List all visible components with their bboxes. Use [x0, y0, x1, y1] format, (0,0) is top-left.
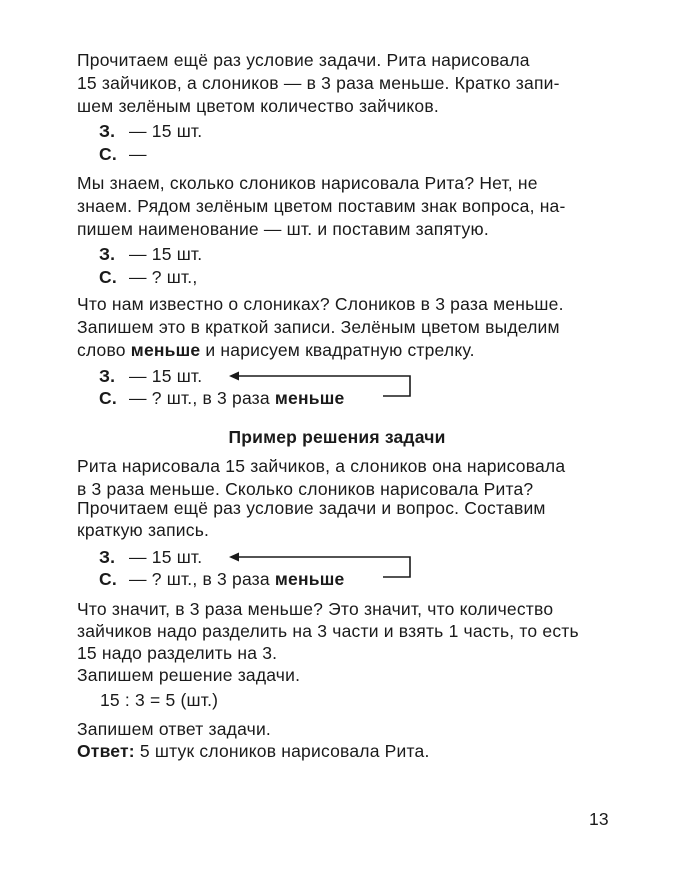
answer-label: Ответ:: [77, 741, 135, 761]
bold-word: меньше: [274, 569, 345, 589]
paragraph-line: Рита нарисовала 15 зайчиков, а слоников она нарисовала: [77, 456, 566, 476]
page-number: 13: [589, 809, 609, 829]
note-value-s: [129, 387, 344, 409]
note-label-z: З.: [99, 366, 116, 386]
note-label-z: З.: [99, 244, 116, 264]
paragraph-line: пишем наименование — шт. и поставим запятую.: [77, 219, 489, 239]
paragraph-line: в 3 раза меньше. Сколько слоников нарисовала Рита?: [77, 479, 534, 499]
note-label-s: С.: [99, 388, 117, 408]
text-run: — ? шт., в 3 раза: [129, 388, 270, 408]
paragraph-line: Мы знаем, сколько слоников нарисовала Рита? Нет, не: [77, 173, 538, 193]
paragraph-line-mixed: [77, 339, 475, 361]
note-value-s: —: [129, 144, 147, 164]
text-run: — ? шт., в 3 раза: [129, 569, 270, 589]
paragraph-line: 15 надо разделить на 3.: [77, 643, 278, 663]
paragraph-line: Что нам известно о слониках? Слоников в 3 раза меньше.: [77, 294, 564, 314]
paragraph-line: зайчиков надо разделить на 3 части и взять 1 часть, то есть: [77, 621, 579, 641]
paragraph-line: шем зелёным цветом количество зайчиков.: [77, 96, 439, 116]
paragraph-line: краткую запись.: [77, 520, 210, 540]
paragraph-line: Запишем решение задачи.: [77, 665, 301, 685]
section-heading: Пример решения задачи: [228, 427, 446, 447]
note-value-z: — 15 шт.: [129, 547, 203, 567]
paragraph-line: Прочитаем ещё раз условие задачи. Рита нарисовала: [77, 50, 530, 70]
note-label-s: С.: [99, 267, 117, 287]
paragraph-line: знаем. Рядом зелёным цветом поставим знак вопроса, на-: [77, 196, 566, 216]
note-label-z: З.: [99, 121, 116, 141]
paragraph-line: Запишем это в краткой записи. Зелёным цветом выделим: [77, 317, 560, 337]
note-label-s: С.: [99, 569, 117, 589]
answer-text: 5 штук слоников нарисовала Рита.: [139, 741, 430, 761]
bold-word: меньше: [274, 388, 345, 408]
text-run: и нарисуем квадратную стрелку.: [205, 340, 475, 360]
paragraph-line: Прочитаем ещё раз условие задачи и вопрос. Составим: [77, 498, 546, 518]
note-value-z: — 15 шт.: [129, 121, 203, 141]
paragraph-line: 15 зайчиков, а слоников — в 3 раза меньше. Кратко запи-: [77, 73, 560, 93]
solution-expression: 15 : 3 = 5 (шт.): [100, 690, 219, 710]
text-run: слово: [77, 340, 126, 360]
paragraph-line: Что значит, в 3 раза меньше? Это значит, что количество: [77, 599, 554, 619]
note-value-z: — 15 шт.: [129, 244, 203, 264]
note-value-z: — 15 шт.: [129, 366, 203, 386]
bold-word: меньше: [130, 340, 201, 360]
paragraph-line: Запишем ответ задачи.: [77, 719, 271, 739]
note-label-s: С.: [99, 144, 117, 164]
note-label-z: З.: [99, 547, 116, 567]
note-value-s: — ? шт.,: [129, 267, 198, 287]
answer-line: [77, 740, 430, 762]
note-value-s: [129, 568, 344, 590]
